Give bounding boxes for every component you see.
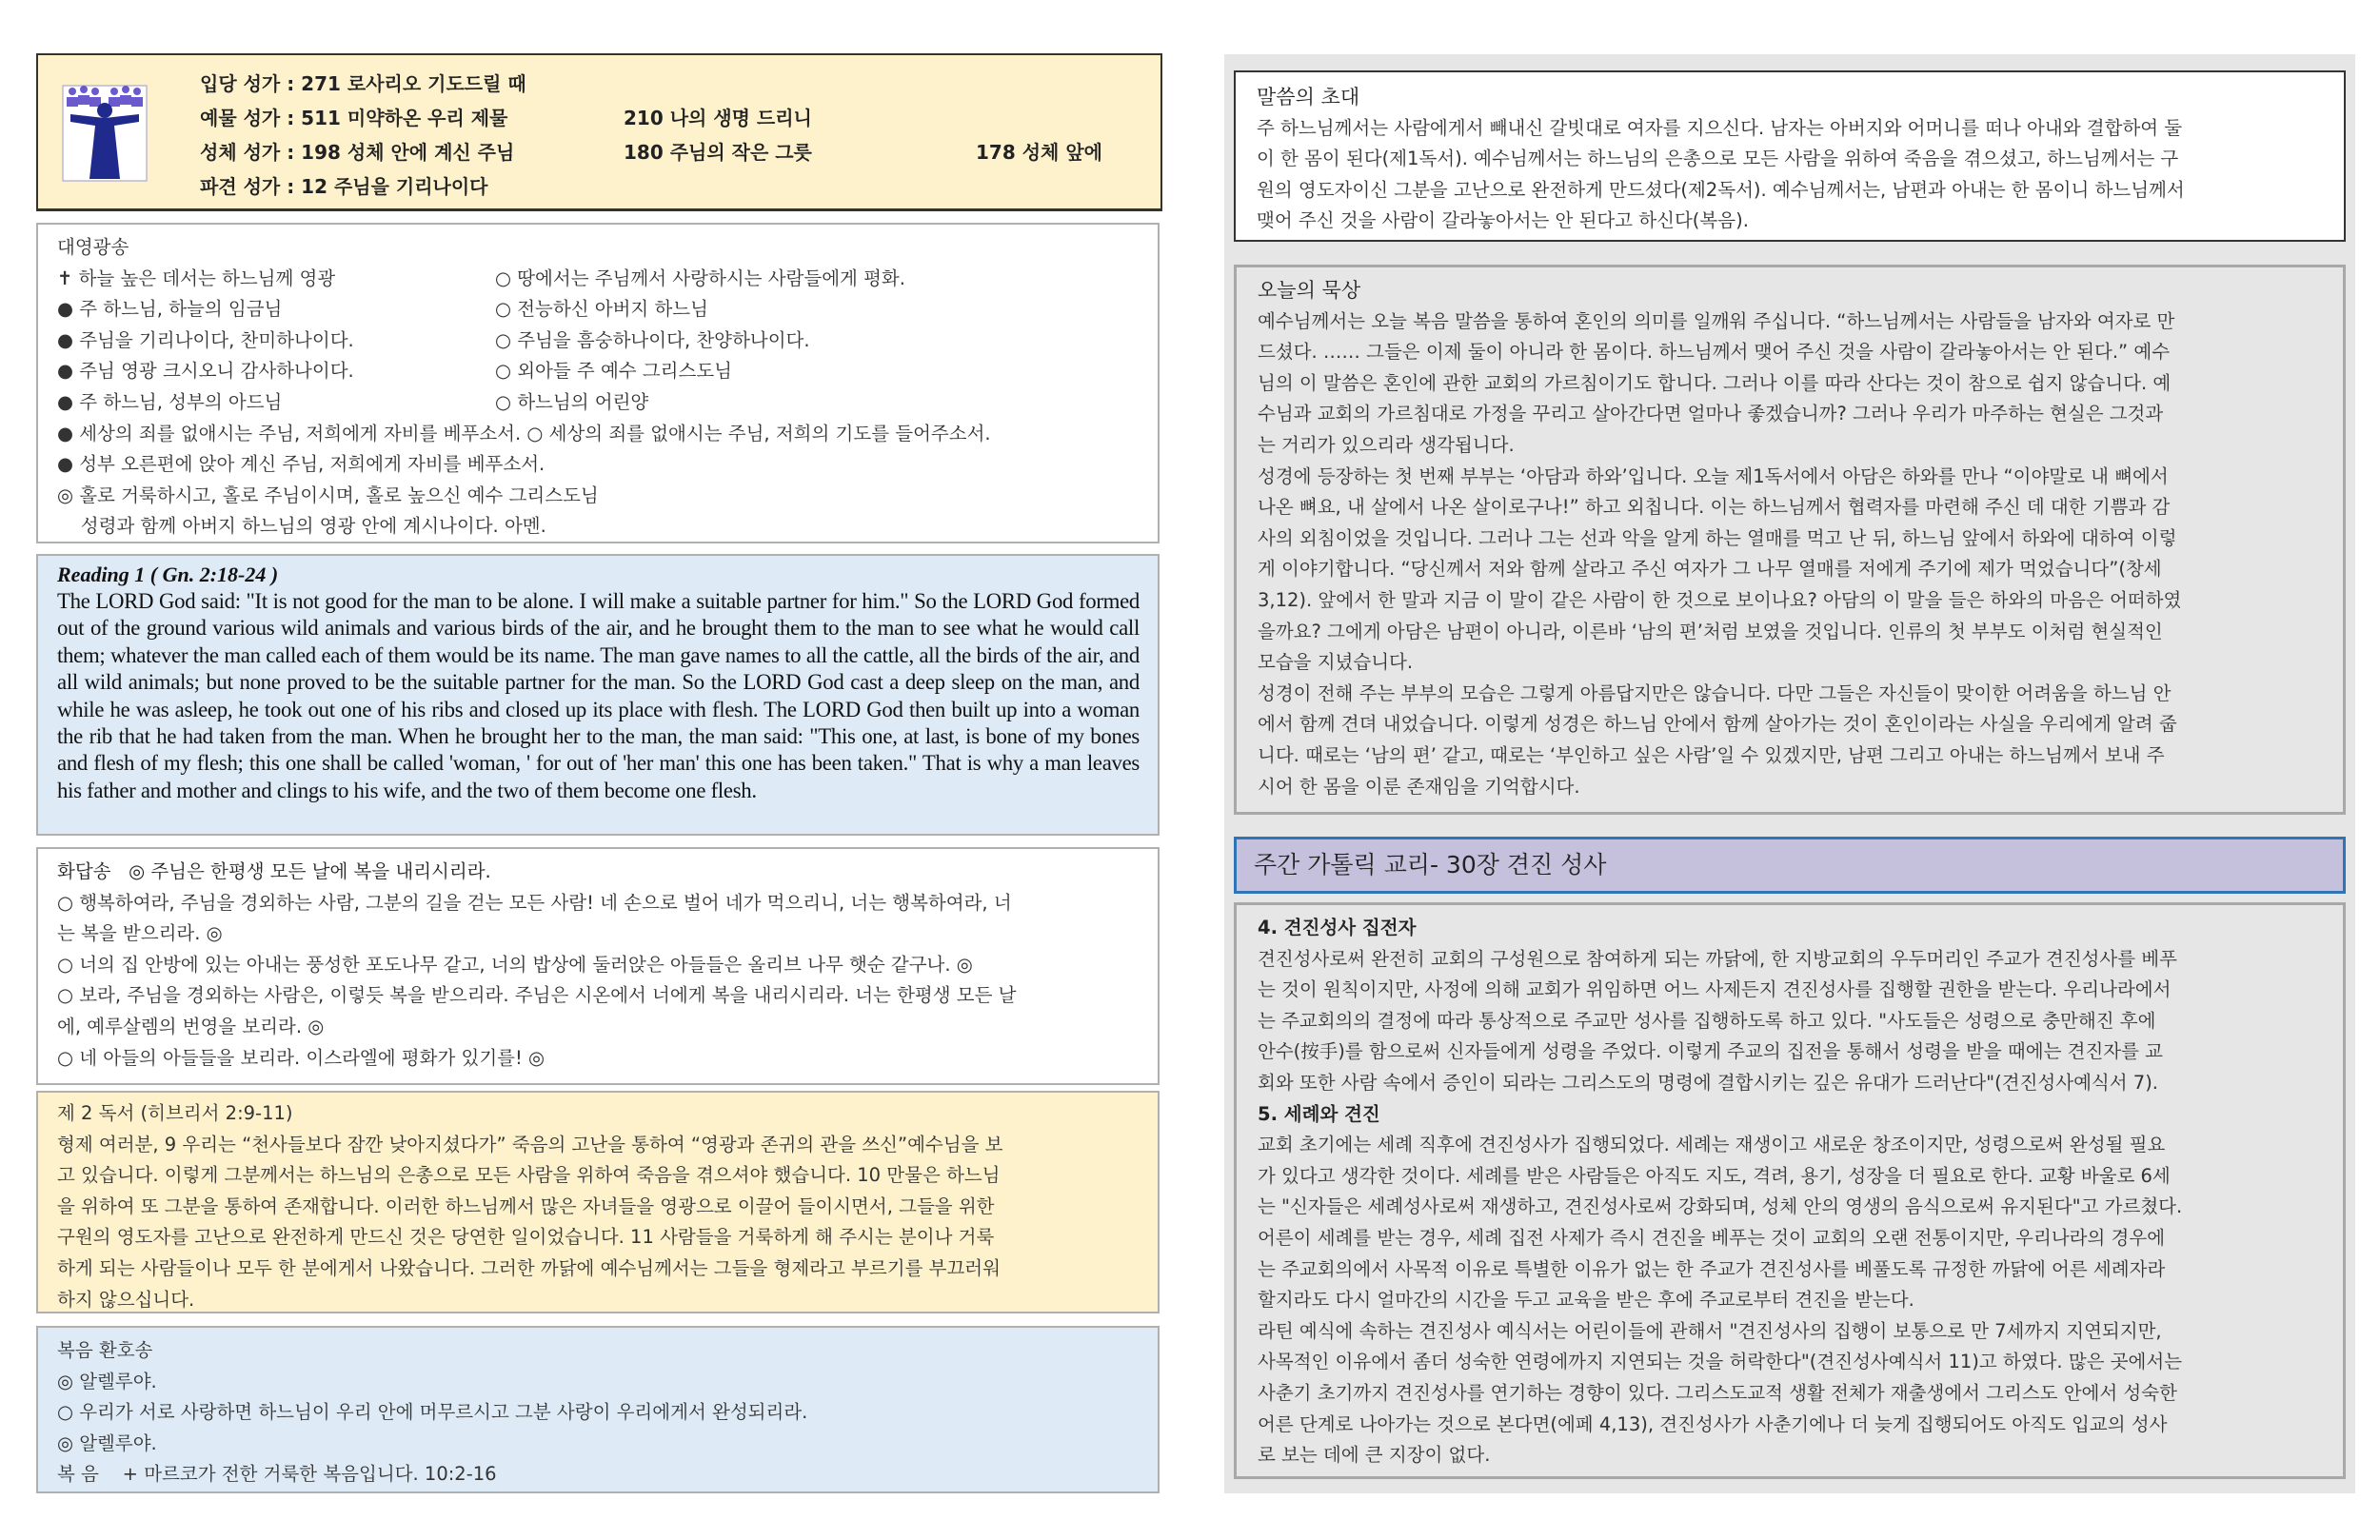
gloria-line: ● 주 하느님, 하늘의 임금님 <box>57 298 283 321</box>
reading2-title: 제 2 독서 (히브리서 2:9-11) <box>57 1102 293 1124</box>
psalm-line: ○ 행복하여라, 주님을 경외하는 사람, 그분의 길을 걷는 모든 사람! 네 손으로 벌어 네가 먹으리니, 너는 행복하여라, 너 <box>57 891 1012 914</box>
meditation-line: 성경에 등장하는 첫 번째 부부는 ‘아담과 하와’입니다. 오늘 제1독서에서 아담은 하와를 만나 “이야말로 내 뼈에서 <box>1258 464 2169 487</box>
gospel-line: ○ 우리가 서로 사랑하면 하느님이 우리 안에 머무르시고 그분 사랑이 우리에게서 완성되리라. <box>57 1401 808 1424</box>
gloria-line: ✝ 하늘 높은 데서는 하느님께 영광 <box>57 267 336 289</box>
gloria-line: ● 주님을 기리나이다, 찬미하나이다. <box>57 328 354 351</box>
entrance-hymn: 입당 성가 : 271 로사리오 기도드릴 때 <box>200 72 526 95</box>
meditation-line: 니다. 때로는 ‘남의 편’ 같고, 때로는 ‘부인하고 싶은 사람’일 수 있겠지만, 남편 그리고 아내는 하느님께서 보내 주 <box>1258 743 2165 766</box>
psalm-line: 에, 예루살렘의 번영을 보리라. ◎ <box>57 1015 325 1037</box>
invitation-line: 이 한 몸이 된다(제1독서). 예수님께서는 하느님의 은총으로 모든 사람을 위하여 죽음을 겪으셨고, 하느님께서는 구 <box>1257 148 2179 170</box>
meditation-line: 님의 이 말씀은 혼인에 관한 교회의 가르침이기도 합니다. 그러나 이를 따라 산다는 것이 참으로 쉽지 않습니다. 예 <box>1258 371 2172 394</box>
gloria-line: ○ 주님을 흠숭하나이다, 찬양하나이다. <box>495 328 810 351</box>
offertory-hymn-alt: 210 나의 생명 드리니 <box>624 107 812 129</box>
meditation-line: 게 이야기합니다. “당신께서 저와 함께 살라고 주신 여자가 그 나무 열매를 저에게 주기에 제가 먹었습니다”(창세 <box>1258 558 2162 581</box>
reading2-line: 하지 않으십니다. <box>57 1288 195 1311</box>
reading2-line: 형제 여러분, 9 우리는 “천사들보다 잠깐 낮아지셨다가” 죽음의 고난을 통하여 “영광과 존귀의 관을 쓰신”예수님을 보 <box>57 1133 1003 1155</box>
offertory-hymn: 예물 성가 : 511 미약하온 우리 제물 <box>200 107 508 129</box>
invitation-line: 원의 영도자이신 그분을 고난으로 완전하게 만드셨다(제2독서). 예수님께서는, 남편과 아내는 한 몸이니 하느님께서 <box>1257 178 2185 201</box>
hymn-box <box>36 53 1162 211</box>
psalm-line: ○ 네 아들의 아들들을 보리라. 이스라엘에 평화가 있기를! ◎ <box>57 1046 545 1069</box>
meditation-title: 오늘의 묵상 <box>1258 279 1361 302</box>
meditation-line: 예수님께서는 오늘 복음 말씀을 통하여 혼인의 의미를 일깨워 주십니다. “하느님께서는 사람들을 남자와 여자로 만 <box>1258 309 2175 332</box>
choir-singer-icon <box>61 78 149 183</box>
catechism-line: 회와 또한 사람 속에서 증인이 되라는 그리스도의 명령에 결합시키는 깊은 유대가 드러난다"(견진성사예식서 7). <box>1258 1071 2159 1094</box>
gospel-line: ◎ 알렐루야. <box>57 1431 157 1454</box>
meditation-line: 모습을 지녔습니다. <box>1258 651 1414 674</box>
catechism-line: 라틴 예식에 속하는 견진성사 예식서는 어린이들에 관해서 "견진성사의 집행이 보통으로 만 7세까지 지연되지만, <box>1258 1319 2162 1342</box>
gospel-line: ◎ 알렐루야. <box>57 1370 157 1392</box>
catechism-line: 어른이 세례를 받는 경우, 세례 집전 사제가 즉시 견진을 베푸는 것이 교회의 오랜 전통이지만, 우리나라의 경우에 <box>1258 1226 2166 1249</box>
catechism-line: 할지라도 다시 얼마간의 시간을 두고 교육을 받은 후에 주교로부터 견진을 받는다. <box>1258 1289 1914 1312</box>
catechism-banner: 주간 가톨릭 교리- 30장 견진 성사 <box>1234 837 2346 894</box>
psalm-line: ○ 보라, 주님을 경외하는 사람은, 이렇듯 복을 받으리라. 주님은 시온에서 너에게 복을 내리시리라. 너는 한평생 모든 날 <box>57 984 1017 1007</box>
meditation-line: 는 거리가 있으리라 생각됩니다. <box>1258 433 1515 456</box>
communion-hymn: 성체 성가 : 198 성체 안에 계신 주님 <box>200 141 515 164</box>
catechism-line: 는 "신자들은 세례성사로써 재생하고, 견진성사로써 강화되며, 성체 안의 영생의 음식으로써 유지된다"고 가르쳤다. <box>1258 1195 2183 1218</box>
communion-hymn-alt2: 178 성체 앞에 <box>976 141 1102 164</box>
catechism-line: 안수(按手)를 함으로써 신자들에게 성령을 주었다. 이렇게 주교의 집전을 통해서 성령을 받을 때에는 견진자를 교 <box>1258 1040 2163 1063</box>
reading2-line: 구원의 영도자를 고난으로 완전하게 만드신 것은 당연한 일이었습니다. 11 사람들을 거룩하게 해 주시는 분이나 거룩 <box>57 1226 995 1249</box>
reading2-line: 하게 되는 사람들이나 모두 한 분에게서 나왔습니다. 그러한 까닭에 예수님께서는 그들을 형제라고 부르기를 부끄러워 <box>57 1256 1001 1279</box>
psalm-title: 화답송 ◎ 주님은 한평생 모든 날에 복을 내리시리라. <box>57 860 491 882</box>
gloria-title: 대영광송 <box>57 236 129 258</box>
catechism-line: 교회 초기에는 세례 직후에 견진성사가 집행되었다. 세례는 재생이고 새로운 창조이지만, 성령으로써 완성될 필요 <box>1258 1134 2166 1156</box>
gloria-line: ○ 전능하신 아버지 하느님 <box>495 298 708 321</box>
gloria-line: ○ 외아들 주 예수 그리스도님 <box>495 360 733 383</box>
catechism-section4-title: 4. 견진성사 집전자 <box>1258 917 1417 938</box>
reading1-text: The LORD God said: "It is not good for the man to be alone. I will make a suitable partner for him." So the LORD God formed out of the ground various wild animals and various birds of the air, and he brought them to the man to see what he would call them; whatever the man called each of them would be its name. The man gave names to all the cattle, all the birds of the air, and all wild animals; but none proved to be the suitable partner for the man. So the LORD God cast a deep sleep on the man, and while he was asleep, he took out one of his ribs and closed up its place with flesh. The LORD God then built up into a woman the rib that he had taken from the man. When he brought her to the man, the man said: "This one, at last, is bone of my bones and flesh of my flesh; this one shall be called 'woman, ' for out of 'her man' this one has been taken." That is why a man leaves his father and mother and clings to his wife, and the two of them become one flesh. <box>57 589 1140 802</box>
catechism-line: 는 주교회의의 결정에 따라 통상적으로 주교만 성사를 집행하도록 하고 있다. "사도들은 성령으로 충만해진 후에 <box>1258 1009 2156 1032</box>
reading2-box <box>36 1091 1160 1313</box>
invitation-box <box>1234 70 2346 242</box>
gloria-line: ○ 하느님의 어린양 <box>495 390 649 413</box>
psalm-line: 는 복을 받으리라. ◎ <box>57 922 223 945</box>
catechism-box <box>1234 902 2346 1479</box>
meditation-line: 수님과 교회의 가르침대로 가정을 꾸리고 살아간다면 얼마나 좋겠습니까? 그러나 우리가 마주하는 현실은 그것과 <box>1258 403 2164 425</box>
gloria-line: ◎ 홀로 거룩하시고, 홀로 주님이시며, 홀로 높으신 예수 그리스도님 <box>57 484 599 506</box>
reading1-box <box>36 554 1160 836</box>
catechism-line: 사목적인 이유에서 좀더 성숙한 연령에까지 지연되는 것을 허락한다"(견진성사예식서 11)고 하였다. 많은 곳에서는 <box>1258 1351 2183 1373</box>
gloria-line: ● 주 하느님, 성부의 아드님 <box>57 390 283 413</box>
communion-hymn-alt1: 180 주님의 작은 그릇 <box>624 141 812 164</box>
gloria-line: ● 성부 오른편에 앉아 계신 주님, 저희에게 자비를 베푸소서. <box>57 453 545 476</box>
catechism-line: 는 것이 원칙이지만, 사정에 의해 교회가 위임하면 어느 사제든지 견진성사를 집행할 권한을 받는다. 우리나라에서 <box>1258 978 2172 1001</box>
reading2-line: 을 위하여 또 그분을 통하여 존재합니다. 이러한 하느님께서 많은 자녀들을 영광으로 이끌어 들이시면서, 그들을 위한 <box>57 1194 995 1217</box>
catechism-line: 어른 단계로 나아가는 것으로 본다면(에페 4,13), 견진성사가 사춘기에나 더 늦게 집행되어도 아직도 입교의 성사 <box>1258 1412 2168 1435</box>
reading2-line: 고 있습니다. 이렇게 그분께서는 하느님의 은총으로 모든 사람을 위하여 죽음을 겪으셔야 했습니다. 10 만물은 하느님 <box>57 1164 1001 1187</box>
invitation-line: 맺어 주신 것을 사람이 갈라놓아서는 안 된다고 하신다(복음). <box>1257 209 1749 232</box>
catechism-line: 로 보는 데에 큰 지장이 없다. <box>1258 1444 1491 1467</box>
gospel-title: 복음 환호송 <box>57 1339 153 1361</box>
catechism-line: 는 주교회의에서 사목적 이유로 특별한 이유가 없는 한 주교가 견진성사를 베풀도록 규정한 까닭에 어른 세례자라 <box>1258 1257 2166 1280</box>
psalm-line: ○ 너의 집 안방에 있는 아내는 풍성한 포도나무 같고, 너의 밥상에 둘러앉은 아들들은 올리브 나무 햇순 같구나. ◎ <box>57 953 973 976</box>
meditation-line: 사의 외침이었을 것입니다. 그러나 그는 선과 악을 알게 하는 열매를 먹고 난 뒤, 하느님 앞에서 하와에 대하여 이렇 <box>1258 526 2177 549</box>
gloria-box <box>36 223 1160 543</box>
meditation-line: 을까요? 그에게 아담은 남편이 아니라, 이른바 ‘남의 편’처럼 보였을 것입니다. 인류의 첫 부부도 이처럼 현실적인 <box>1258 620 2163 642</box>
meditation-line: 성경이 전해 주는 부부의 모습은 그렇게 아름답지만은 않습니다. 다만 그들은 자신들이 맞이한 어려움을 하느님 안 <box>1258 681 2172 704</box>
meditation-line: 나온 뼈요, 내 살에서 나온 살이로구나!” 하고 외칩니다. 이는 하느님께서 협력자를 마련해 주신 데 대한 기쁨과 감 <box>1258 496 2171 519</box>
meditation-line: 드셨다. …… 그들은 이제 둘이 아니라 한 몸이다. 하느님께서 맺어 주신 것을 사람이 갈라놓아서는 안 된다.” 예수 <box>1258 341 2171 364</box>
invitation-title: 말씀의 초대 <box>1257 86 1360 109</box>
invitation-line: 주 하느님께서는 사람에게서 빼내신 갈빗대로 여자를 지으신다. 남자는 아버지와 어머니를 떠나 아내와 결합하여 둘 <box>1257 116 2183 139</box>
gospel-line: 복 음 + 마르코가 전한 거룩한 복음입니다. 10:2-16 <box>57 1463 497 1486</box>
meditation-line: 에서 함께 견뎌 내었습니다. 이렇게 성경은 하느님 안에서 함께 살아가는 것이 혼인이라는 사실을 우리에게 알려 줍 <box>1258 713 2177 736</box>
gloria-line: 성령과 함께 아버지 하느님의 영광 안에 계시나이다. 아멘. <box>57 515 546 538</box>
gloria-line: ● 세상의 죄를 없애시는 주님, 저희에게 자비를 베푸소서. ○ 세상의 죄를 없애시는 주님, 저희의 기도를 들어주소서. <box>57 422 991 444</box>
gospel-acclamation-box <box>36 1326 1160 1493</box>
meditation-line: 시어 한 몸을 이룬 존재임을 기억합시다. <box>1258 775 1580 798</box>
meditation-line: 3,12). 앞에서 한 말과 지금 이 말이 같은 사람이 한 것으로 보이나요? 아담의 이 말을 들은 하와의 마음은 어떠하였 <box>1258 588 2182 611</box>
catechism-line: 가 있다고 생각한 것이다. 세례를 받은 사람들은 아직도 지도, 격려, 용기, 성장을 더 필요로 한다. 교황 바울로 6세 <box>1258 1164 2171 1187</box>
catechism-section5-title: 5. 세례와 견진 <box>1258 1102 1380 1125</box>
catechism-line: 사춘기 초기까지 견진성사를 연기하는 경향이 있다. 그리스도교적 생활 전체가 재출생에서 그리스도 안에서 성숙한 <box>1258 1381 2177 1404</box>
reading1-title: Reading 1 ( Gn. 2:18-24 ) <box>57 563 279 586</box>
meditation-box <box>1234 265 2346 815</box>
recessional-hymn: 파견 성가 : 12 주님을 기리나이다 <box>200 175 488 198</box>
gloria-line: ● 주님 영광 크시오니 감사하나이다. <box>57 360 354 383</box>
catechism-line: 견진성사로써 완전히 교회의 구성원으로 참여하게 되는 까닭에, 한 지방교회의 우두머리인 주교가 견진성사를 베푸 <box>1258 947 2177 970</box>
gloria-line: ○ 땅에서는 주님께서 사랑하시는 사람들에게 평화. <box>495 267 905 289</box>
psalm-box <box>36 847 1160 1085</box>
